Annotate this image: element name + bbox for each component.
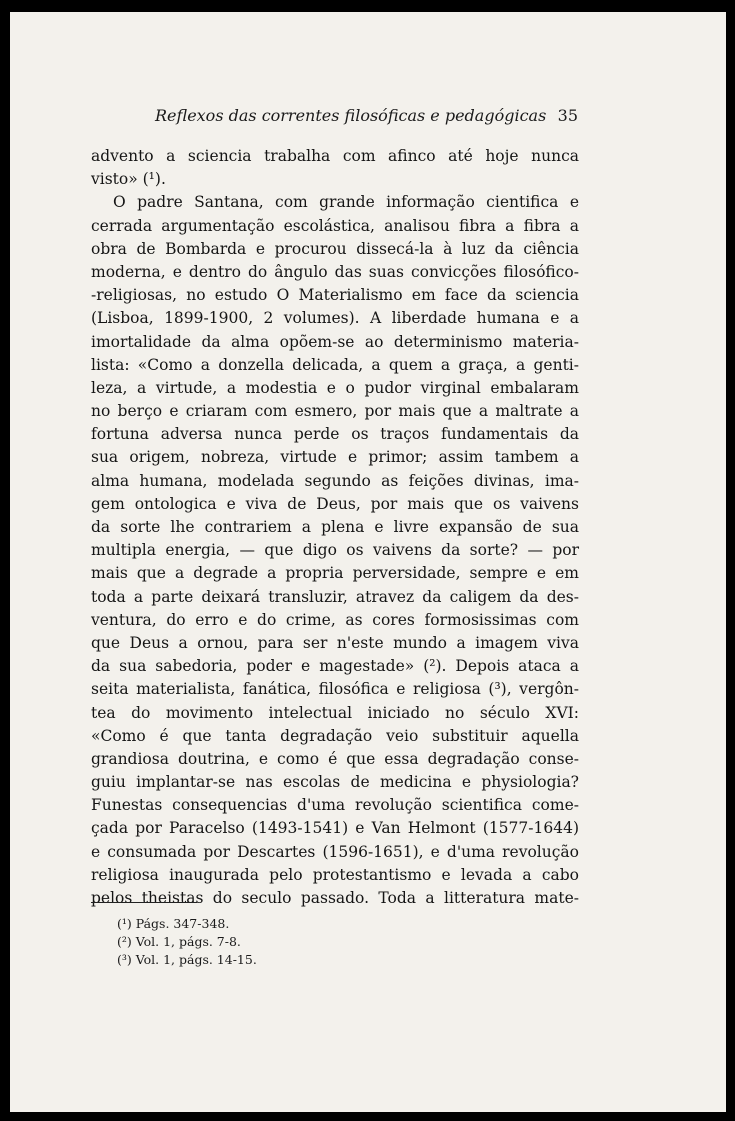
body-text [91, 145, 579, 910]
text-line: alma humana, modelada segundo as feições divinas, ima- [91, 471, 579, 490]
text-line: Funestas consequencias d'uma revolução scientifica come- [91, 796, 579, 815]
footnote-1: (¹) Págs. 347-348. [117, 916, 230, 931]
text-line: grandiosa doutrina, e como é que essa degradação conse- [91, 749, 579, 768]
text-line: obra de Bombarda e procurou dissecá-la à luz da ciência [91, 239, 579, 258]
text-line: gem ontologica e viva de Deus, por mais que os vaivens [91, 494, 579, 513]
page-number: 35 [557, 106, 578, 125]
text-line: que Deus a ornou, para ser n'este mundo a imagem viva [91, 633, 579, 652]
text-line: seita materialista, fanática, filosófica e religiosa (³), vergôn- [91, 680, 579, 699]
text-line: guiu implantar-se nas escolas de medicina e physiologia? [91, 773, 579, 792]
running-title: Reflexos das correntes filosóficas e pedagógicas [155, 106, 547, 125]
book-page [10, 12, 726, 1112]
footnote-2: (²) Vol. 1, págs. 7-8. [117, 934, 241, 949]
running-header [155, 106, 578, 130]
text-line: imortalidade da alma opõem-se ao determinismo materia- [91, 332, 579, 351]
text-line: religiosa inaugurada pelo protestantismo e levada a cabo [91, 865, 579, 884]
text-line: visto» (¹). [91, 170, 166, 189]
text-line: çada por Paracelso (1493-1541) e Van Helmont (1577-1644) [91, 819, 579, 838]
text-line: pelos theistas do seculo passado. Toda a litteratura mate- [91, 889, 579, 907]
text-line: (Lisboa, 1899-1900, 2 volumes). A liberdade humana e a [91, 309, 579, 328]
text-line: ventura, do erro e do crime, as cores formosissimas com [91, 610, 579, 629]
text-line: leza, a virtude, a modestia e o pudor virginal embalaram [91, 378, 579, 397]
text-line: «Como é que tanta degradação veio substituir aquella [91, 726, 579, 745]
footnote-3: (³) Vol. 1, págs. 14-15. [117, 952, 257, 967]
text-line: toda a parte deixará transluzir, atravez da caligem da des- [91, 587, 579, 606]
text-line: -religiosas, no estudo O Materialismo em face da sciencia [91, 286, 579, 305]
text-line: da sua sabedoria, poder e magestade» (²). Depois ataca a [91, 657, 579, 676]
text-line: cerrada argumentação escolástica, analisou fibra a fibra a [91, 216, 579, 235]
text-line: e consumada por Descartes (1596-1651), e d'uma revolução [91, 842, 579, 861]
text-line: mais que a degrade a propria perversidade, sempre e em [91, 564, 579, 583]
text-line: da sorte lhe contrariem a plena e livre expansão de sua [91, 518, 579, 536]
footnotes [117, 915, 257, 969]
text-line: lista: «Como a donzella delicada, a quem a graça, a genti- [91, 355, 579, 374]
text-line: multipla energia, — que digo os vaivens da sorte? — por [91, 541, 579, 560]
text-line: advento a sciencia trabalha com afinco até hoje nunca [91, 147, 579, 165]
text-line: moderna, e dentro do ângulo das suas convicções filosófico- [91, 262, 579, 281]
text-line: O padre Santana, com grande informação cientifica e [113, 193, 579, 212]
text-line: fortuna adversa nunca perde os traços fundamentais da [91, 425, 579, 444]
text-line: tea do movimento intelectual iniciado no século XVI: [91, 703, 579, 722]
footnote-divider [91, 902, 197, 903]
text-line: sua origem, nobreza, virtude e primor; assim tambem a [91, 448, 579, 467]
text-line: no berço e criaram com esmero, por mais que a maltrate a [91, 402, 579, 421]
